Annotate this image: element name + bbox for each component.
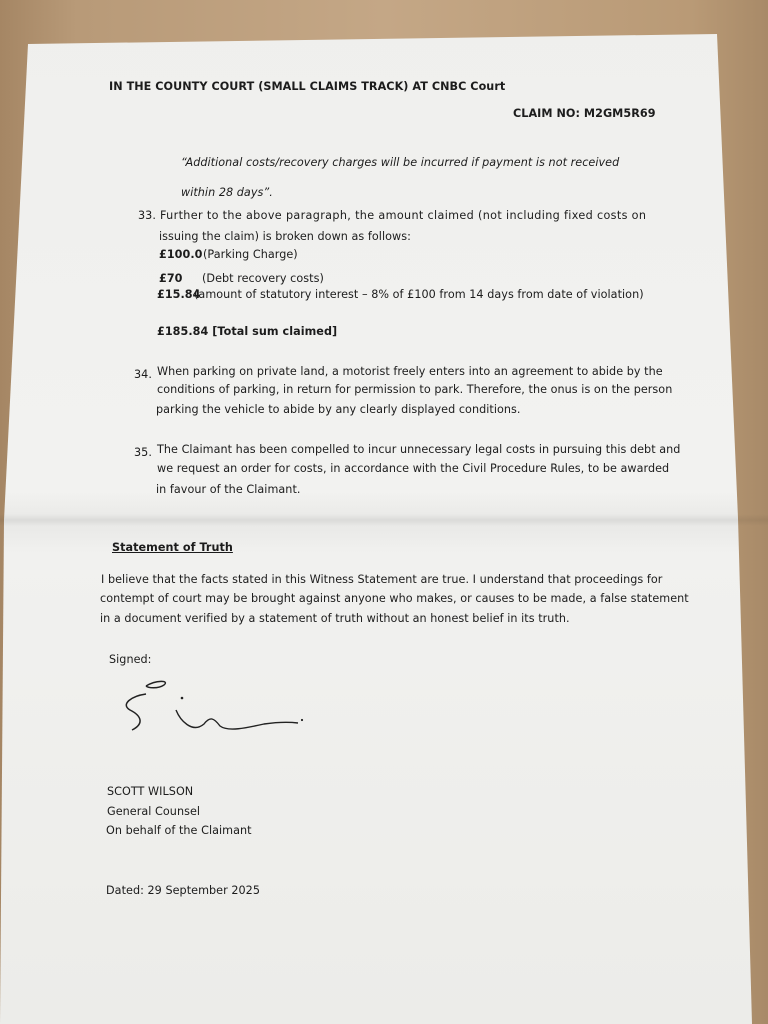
quote-line-2: within 28 days”. (181, 186, 273, 199)
desc-recovery: (Debt recovery costs) (202, 272, 324, 285)
handwritten-signature (118, 672, 318, 742)
signatory-name: SCOTT WILSON (107, 785, 194, 798)
quote-line-1: “Additional costs/recovery charges will be incurred if payment is not received (181, 156, 620, 169)
paper-fold (0, 514, 768, 526)
amount-interest: £15.84 (157, 288, 201, 301)
para-34-line-1: When parking on private land, a motorist freely enters into an agreement to abide by the (157, 365, 663, 378)
para-34-line-2: conditions of parking, in return for permission to park. Therefore, the onus is on the person (157, 383, 673, 396)
amount-parking: £100.0 (159, 248, 203, 261)
statement-of-truth-heading: Statement of Truth (112, 541, 233, 554)
statement-line-1: I believe that the facts stated in this Witness Statement are true. I understand that proceedings for (101, 573, 663, 586)
desc-parking: (Parking Charge) (203, 248, 298, 261)
amount-recovery: £70 (159, 272, 183, 285)
signatory-title: General Counsel (107, 805, 201, 818)
statement-line-2: contempt of court may be brought against anyone who makes, or causes to be made, a false statement (100, 592, 689, 605)
court-heading: IN THE COUNTY COURT (SMALL CLAIMS TRACK) AT CNBC Court (109, 80, 506, 93)
total-claimed: £185.84 [Total sum claimed] (157, 325, 338, 338)
signatory-behalf: On behalf of the Claimant (106, 824, 252, 837)
para-33-number: 33. (138, 209, 156, 222)
desc-interest: (amount of statutory interest – 8% of £100 from 14 days from date of violation) (194, 288, 644, 301)
para-33-line-1: Further to the above paragraph, the amount claimed (not including fixed costs on (160, 209, 647, 222)
statement-line-3: in a document verified by a statement of truth without an honest belief in its truth. (100, 612, 570, 625)
date-line: Dated: 29 September 2025 (106, 884, 261, 897)
claim-number: CLAIM NO: M2GM5R69 (513, 107, 656, 120)
para-35-line-3: in favour of the Claimant. (156, 483, 301, 496)
para-35-number: 35. (134, 446, 152, 459)
para-33-line-2: issuing the claim) is broken down as follows: (159, 230, 411, 243)
para-35-line-1: The Claimant has been compelled to incur unnecessary legal costs in pursuing this debt and (157, 443, 681, 456)
para-34-line-3: parking the vehicle to abide by any clearly displayed conditions. (156, 403, 521, 416)
signed-label: Signed: (109, 653, 152, 666)
para-34-number: 34. (134, 368, 152, 381)
para-35-line-2: we request an order for costs, in accordance with the Civil Procedure Rules, to be awarded (157, 462, 670, 475)
